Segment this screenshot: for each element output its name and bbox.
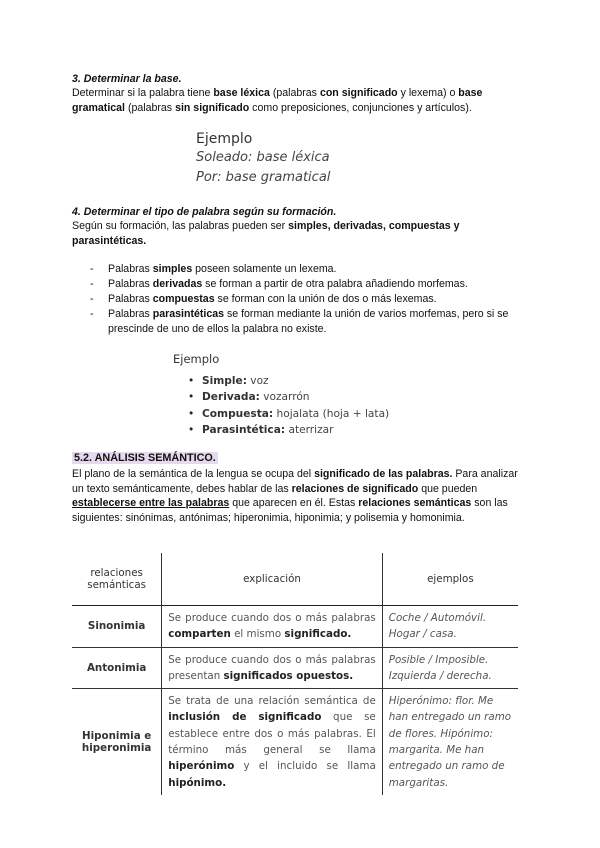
text-run: Según su formación, las palabras pueden ser — [72, 220, 289, 232]
text-run-bold: relaciones de significado — [291, 482, 419, 495]
text-run-bold: simples — [152, 263, 193, 275]
column-header: ejemplos — [382, 553, 518, 606]
list-item — [188, 389, 389, 405]
text-run-bold: parasintéticas — [152, 308, 225, 320]
semantic-relations-table — [72, 553, 518, 795]
list-item — [86, 307, 526, 337]
text-run: Se produce cuando dos o más palabras — [168, 612, 376, 624]
relation-examples: Posible / Imposible. Izquierda / derecha. — [382, 647, 518, 689]
example-key: Compuesta: — [202, 407, 274, 420]
list-item — [86, 277, 526, 292]
relation-name: Antonimia — [86, 661, 147, 674]
text-run: el mismo — [230, 628, 285, 641]
text-run: (palabras — [269, 87, 320, 99]
text-run: Determinar si la palabra tiene — [72, 87, 214, 99]
example-value: aterrizar — [285, 423, 334, 436]
text-run-bold: comparten — [168, 628, 231, 641]
text-run-bold: relaciones semánticas — [358, 497, 472, 509]
word-type-list — [86, 262, 526, 337]
table-row — [72, 647, 518, 689]
text-run: El plano de la semántica de la lengua se ocupa del — [72, 468, 315, 480]
example-value: vozarrón — [259, 391, 310, 404]
example-1-line: Soleado: base léxica — [196, 150, 330, 165]
text-run-bold: compuestas — [152, 293, 215, 305]
text-run: Palabras — [108, 263, 153, 275]
example-key: Parasintética: — [202, 423, 286, 436]
text-run-bold: base gramatical — [72, 87, 483, 114]
text-run: Para analizar un texto semánticamente, debes hablar de las — [72, 468, 518, 495]
text-run: Se trata de una relación semántica de — [168, 695, 376, 708]
text-run: que aparecen en él. Estas — [229, 497, 359, 509]
text-run: que pueden — [418, 482, 478, 495]
text-run: y el incluido se llama — [234, 760, 376, 773]
text-run-bold: con significado — [319, 87, 398, 99]
text-run: como preposiciones, conjunciones y artículos). — [249, 101, 472, 114]
example-value: voz — [246, 375, 269, 387]
section-5-2-text — [72, 467, 530, 525]
text-run-bold-underline: establecerse entre las palabras — [72, 497, 230, 509]
example-2-list — [188, 373, 389, 438]
text-run: y lexema) o — [397, 87, 459, 99]
list-item — [188, 373, 389, 389]
text-run: Palabras — [108, 293, 153, 305]
relation-explanation — [162, 606, 383, 648]
text-run: se forman mediante la unión de varios morfemas, pero si se prescinde de uno de ellos la palabra no existe. — [108, 308, 509, 335]
section-4-title-text: 4. Determinar el tipo de palabra según su formación. — [72, 206, 337, 218]
column-header: explicación — [162, 553, 383, 606]
example-1-title: Ejemplo — [196, 131, 253, 147]
section-3-text — [72, 86, 532, 115]
example-1-line: Por: base gramatical — [196, 170, 331, 185]
list-item — [86, 292, 526, 307]
text-run-bold: significado de las palabras. — [314, 468, 453, 480]
section-3-title — [72, 72, 532, 87]
example-key: Derivada: — [202, 391, 260, 404]
example-2-title: Ejemplo — [173, 352, 220, 366]
text-run-bold: hiperónimo — [168, 760, 235, 773]
section-4-text — [72, 219, 492, 248]
text-run-bold: sin significado — [175, 101, 250, 114]
text-run-bold: derivadas — [152, 278, 203, 290]
text-run: Palabras — [108, 278, 153, 290]
text-run: poseen solamente un lexema. — [192, 263, 337, 275]
relation-examples: Coche / Automóvil. Hogar / casa. — [382, 606, 518, 648]
column-header: relaciones semánticas — [72, 553, 162, 606]
relation-examples: Hiperónimo: flor. Me han entregado un ramo de flores. Hipónimo: margarita. Me han entregado un ramo de margaritas. — [382, 689, 518, 795]
section-3-title-text: 3. Determinar la base. — [72, 73, 182, 85]
text-run: Se produce cuando dos o más palabras presentan — [168, 653, 376, 682]
text-run: se forman con la unión de dos o más lexemas. — [214, 293, 437, 305]
text-run: son las siguientes: sinónimas, antónimas; hiperonimia, hiponimia; y polisemia y homonimia. — [72, 497, 508, 524]
relation-name: Hiponimia e hiperonimia — [81, 730, 152, 755]
example-key: Simple: — [202, 375, 247, 387]
text-run-bold: inclusión de significado — [168, 711, 322, 724]
text-run: (palabras — [125, 101, 176, 114]
list-item — [188, 422, 389, 438]
table-row — [72, 606, 518, 648]
section-5-2-title: 5.2. ANÁLISIS SEMÁNTICO. — [74, 452, 216, 464]
text-run: se forman a partir de otra palabra añadiendo morfemas. — [202, 278, 468, 290]
text-run-bold: significados opuestos. — [223, 669, 354, 682]
text-run: que se establece entre dos o más palabras. El término más general se llama — [168, 711, 376, 757]
section-4-title — [72, 205, 532, 220]
list-item — [86, 262, 526, 277]
relation-explanation — [162, 647, 383, 689]
relation-explanation — [162, 689, 383, 795]
relation-name: Sinonimia — [87, 620, 146, 633]
list-item — [188, 406, 389, 422]
text-run-bold: hipónimo. — [168, 776, 227, 789]
table-row — [72, 689, 518, 795]
example-value: hojalata (hoja + lata) — [273, 407, 390, 420]
text-run: Palabras — [108, 308, 153, 320]
text-run-bold: significado. — [284, 628, 352, 641]
text-run-bold: base léxica — [213, 87, 270, 99]
text-run-bold: simples, derivadas, compuestas y parasintéticas. — [72, 220, 460, 247]
table-header-row — [72, 553, 518, 606]
